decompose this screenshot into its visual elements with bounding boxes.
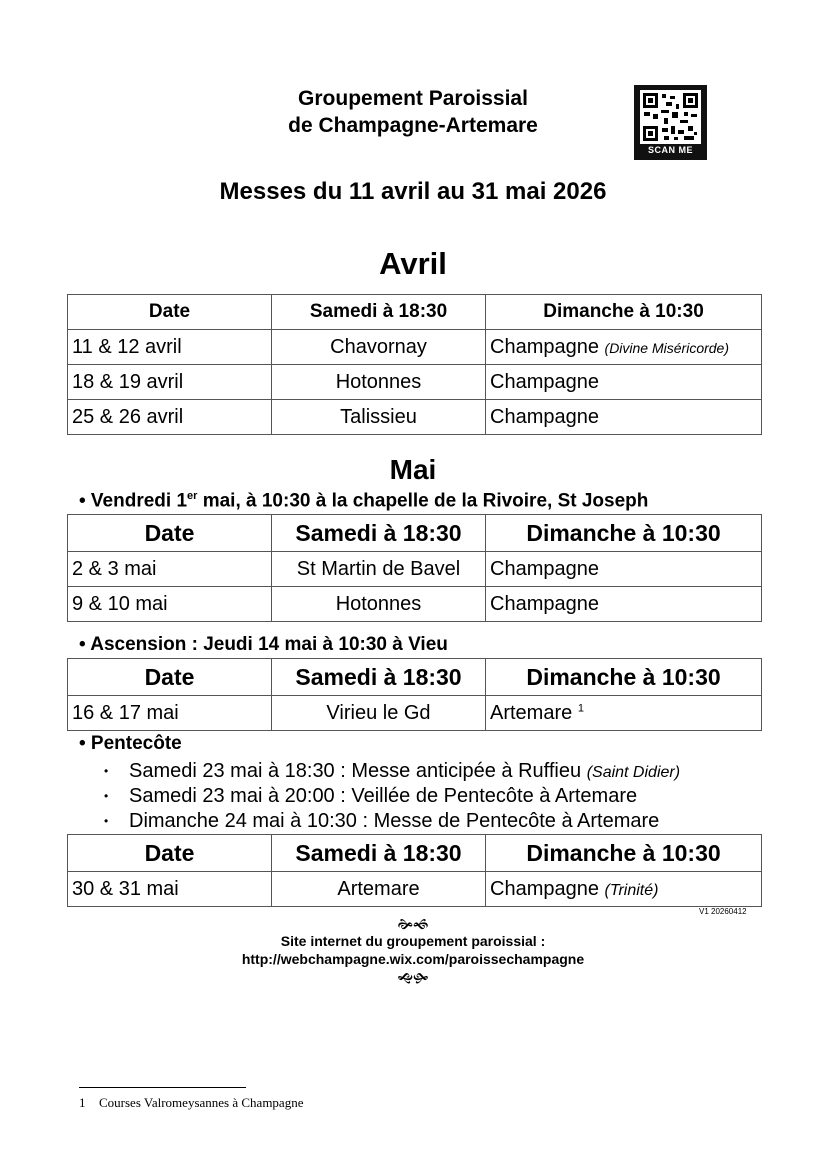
table-header-row [68,515,762,552]
col-header-samedi: Samedi à 18:30 [272,835,486,872]
cell-dimanche [486,872,762,907]
qr-scan-label: SCAN ME [647,145,693,155]
col-header-samedi: Samedi à 18:30 [272,659,486,696]
avril-table [67,294,762,435]
bullet-icon: • [104,764,109,779]
footnote-ref: 1 [577,701,584,714]
decorative-flourish-icon: 🙞🙜 [397,916,429,932]
table-row [68,587,762,622]
cell-dimanche-place: Champagne [490,335,599,358]
ascension-note: • Ascension : Jeudi 14 mai à 10:30 à Vieu [79,634,448,655]
table-row [68,400,762,435]
list-item-text: Dimanche 24 mai à 10:30 : Messe de Pentecôte à Artemare [129,810,660,832]
col-header-samedi: Samedi à 18:30 [272,515,486,552]
col-header-date: Date [68,295,272,330]
cell-dimanche: Champagne [486,587,762,622]
version-label: V1 20260412 [699,907,747,916]
vendredi-note-sup: er [187,490,198,502]
list-item [104,759,680,784]
cell-date: 25 & 26 avril [68,400,272,435]
cell-dimanche [486,696,762,731]
site-label: Site internet du groupement paroissial : [280,933,546,949]
cell-date: 2 & 3 mai [68,552,272,587]
table-header-row [68,295,762,330]
cell-date: 30 & 31 mai [68,872,272,907]
table-row [68,330,762,365]
cell-samedi: Hotonnes [272,587,486,622]
table-row [68,872,762,907]
vendredi-note [79,490,648,512]
bullet-icon: • [104,789,109,804]
cell-dimanche: Champagne [486,365,762,400]
footnote [79,1095,303,1111]
list-item-note: (Saint Didier) [586,764,681,781]
parish-title-line1: Groupement Paroissial [298,87,528,110]
pentecote-list [104,759,680,834]
decorative-flourish-icon: 🙝🙟 [397,970,429,986]
col-header-dimanche: Dimanche à 10:30 [486,295,762,330]
mai-table-1 [67,514,762,622]
col-header-date: Date [68,835,272,872]
qr-code [634,85,707,160]
parish-title-line2: de Champagne-Artemare [288,114,538,137]
footnote-divider [79,1087,246,1088]
cell-note: (Trinité) [604,881,659,899]
list-item [104,809,680,834]
col-header-samedi: Samedi à 18:30 [272,295,486,330]
month-title-mai: Mai [389,454,437,485]
cell-date: 9 & 10 mai [68,587,272,622]
cell-samedi: St Martin de Bavel [272,552,486,587]
cell-dimanche-place: Champagne [490,877,599,900]
month-title-avril: Avril [379,246,447,281]
vendredi-note-start: • Vendredi 1 [79,490,188,512]
footnote-number: 1 [79,1095,86,1110]
cell-dimanche [486,330,762,365]
cell-date: 11 & 12 avril [68,330,272,365]
schedule-subtitle: Messes du 11 avril au 31 mai 2026 [219,178,607,205]
footnote-text: Courses Valromeysannes à Champagne [99,1095,304,1110]
cell-dimanche-place: Artemare [490,701,573,724]
cell-samedi: Virieu le Gd [272,696,486,731]
col-header-date: Date [68,659,272,696]
pentecote-note: • Pentecôte [79,733,182,754]
cell-date: 18 & 19 avril [68,365,272,400]
cell-samedi: Hotonnes [272,365,486,400]
list-item [104,784,680,809]
cell-dimanche: Champagne [486,552,762,587]
list-item-text: Samedi 23 mai à 20:00 : Veillée de Pentecôte à Artemare [129,785,638,807]
vendredi-note-end: mai, à 10:30 à la chapelle de la Rivoire, St Joseph [197,490,649,512]
table-row [68,365,762,400]
mai-table-3 [67,834,762,907]
cell-samedi: Talissieu [272,400,486,435]
cell-date: 16 & 17 mai [68,696,272,731]
col-header-dimanche: Dimanche à 10:30 [486,515,762,552]
bullet-icon: • [104,814,109,829]
col-header-date: Date [68,515,272,552]
table-header-row [68,835,762,872]
cell-samedi: Chavornay [272,330,486,365]
qr-code-icon [640,90,701,144]
col-header-dimanche: Dimanche à 10:30 [486,835,762,872]
site-url-link[interactable]: http://webchampagne.wix.com/paroissechampagne [241,951,585,967]
list-item-text: Samedi 23 mai à 18:30 : Messe anticipée à Ruffieu [129,760,582,782]
cell-samedi: Artemare [272,872,486,907]
cell-note: (Divine Miséricorde) [604,339,729,356]
table-row [68,696,762,731]
table-header-row [68,659,762,696]
cell-dimanche: Champagne [486,400,762,435]
col-header-dimanche: Dimanche à 10:30 [486,659,762,696]
table-row [68,552,762,587]
mai-table-2 [67,658,762,731]
